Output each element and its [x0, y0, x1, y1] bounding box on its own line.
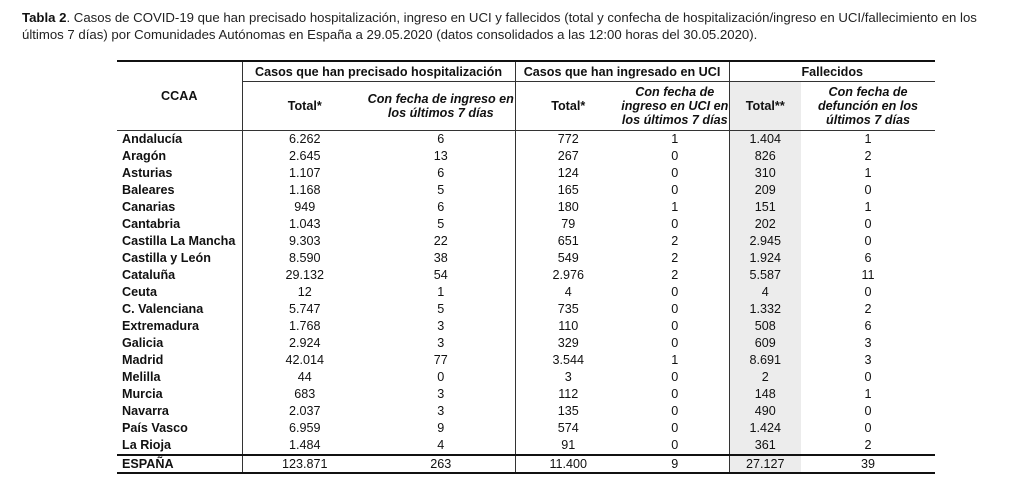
cell-hosp-total: 2.037	[242, 403, 367, 420]
cell-uci-total: 772	[515, 131, 621, 149]
cell-hosp-total: 123.871	[242, 455, 367, 473]
cell-fall-7d: 11	[861, 268, 875, 282]
header-hosp-total: Total*	[242, 82, 367, 131]
cell-fall-7d: 39	[801, 455, 935, 473]
cell-hosp-7d: 38	[433, 251, 448, 265]
cell-hosp-7d: 3	[437, 387, 445, 401]
cell-hosp-7d: 3	[437, 404, 445, 418]
cell-uci-total: 124	[515, 165, 621, 182]
table-row	[117, 369, 935, 386]
cell-hosp-total: 6.262	[242, 131, 367, 149]
cell-uci-7d: 1	[621, 131, 729, 149]
cell-hosp-total: 1.168	[242, 182, 367, 199]
cell-fall-total: 1.424	[729, 420, 801, 437]
cell-fall-7d: 2	[864, 149, 872, 163]
cell-fall-7d: 2	[864, 302, 872, 316]
cell-uci-total: 735	[515, 301, 621, 318]
cell-fall-total: 310	[729, 165, 801, 182]
table-row	[117, 250, 935, 267]
cell-fall-7d: 0	[864, 217, 872, 231]
cell-uci-7d: 0	[671, 404, 679, 418]
cell-uci-7d: 9	[621, 455, 729, 473]
cell-ccaa: Galicia	[122, 336, 164, 350]
cell-fall-total: 27.127	[729, 455, 801, 473]
cell-uci-7d: 1	[671, 200, 679, 214]
cell-uci-7d: 0	[671, 336, 679, 350]
cell-hosp-7d: 77	[433, 353, 448, 367]
table-row	[117, 335, 935, 352]
cell-hosp-total: 1.768	[242, 318, 367, 335]
cell-ccaa: Baleares	[122, 183, 175, 197]
table-row	[117, 165, 935, 182]
cell-ccaa: País Vasco	[122, 421, 188, 435]
cell-fall-total: 148	[729, 386, 801, 403]
caption-text: . Casos de COVID-19 que han precisado hospitalización, ingreso en UCI y fallecidos (total y confecha de hospitalización/ingreso en UCI/fallecimiento en los últimos 7 días) por Comunidades Autónomas en España a 29.05.2020 (datos consolidados a las 12:00 horas del 30.05.2020).	[22, 10, 977, 42]
cell-hosp-7d: 5	[437, 302, 445, 316]
cell-fall-7d: 6	[864, 251, 872, 265]
cell-ccaa: Cantabria	[122, 217, 181, 231]
cell-uci-total: 91	[515, 437, 621, 455]
cell-hosp-7d: 5	[437, 183, 445, 197]
cell-hosp-7d: 6	[437, 200, 445, 214]
cell-hosp-7d: 22	[433, 234, 448, 248]
cell-uci-total: 135	[515, 403, 621, 420]
cell-ccaa: Castilla La Mancha	[122, 234, 236, 248]
cell-fall-7d: 1	[864, 200, 872, 214]
cell-fall-7d: 3	[864, 353, 872, 367]
header-group-fallecidos: Fallecidos	[729, 61, 935, 82]
cell-fall-7d: 6	[864, 319, 872, 333]
cell-fall-7d: 0	[864, 183, 872, 197]
cell-uci-7d: 0	[671, 421, 679, 435]
cell-uci-7d: 0	[671, 319, 679, 333]
table-caption	[22, 9, 1012, 43]
cell-ccaa: Navarra	[122, 404, 169, 418]
table-row	[117, 182, 935, 199]
table-row	[117, 352, 935, 369]
table-row	[117, 216, 935, 233]
header-group-hospitalizacion: Casos que han precisado hospitalización	[242, 61, 515, 82]
table-row	[117, 420, 935, 437]
header-ccaa: CCAA	[117, 61, 242, 131]
cell-fall-7d: 1	[864, 387, 872, 401]
header-fall-7d: Con fecha de defunción en los últimos 7 días	[817, 85, 919, 127]
cell-fall-total: 1.332	[729, 301, 801, 318]
cell-hosp-total: 6.959	[242, 420, 367, 437]
cell-uci-total: 2.976	[515, 267, 621, 284]
cell-hosp-7d: 13	[433, 149, 448, 163]
cell-fall-7d: 0	[864, 285, 872, 299]
cell-uci-total: 79	[515, 216, 621, 233]
cell-hosp-7d: 1	[437, 285, 445, 299]
cell-hosp-7d: 54	[433, 268, 448, 282]
table-row	[117, 267, 935, 284]
table-row	[117, 148, 935, 165]
table-row	[117, 199, 935, 216]
cell-uci-total: 3	[515, 369, 621, 386]
cell-uci-7d: 0	[671, 217, 679, 231]
cell-hosp-total: 1.043	[242, 216, 367, 233]
cell-hosp-total: 683	[242, 386, 367, 403]
cell-hosp-7d: 3	[437, 319, 445, 333]
cell-ccaa: Murcia	[122, 387, 163, 401]
header-fall-total: Total**	[729, 82, 801, 131]
cell-ccaa: Canarias	[122, 200, 176, 214]
table-row	[117, 301, 935, 318]
cell-fall-7d: 0	[864, 404, 872, 418]
cell-hosp-total: 5.747	[242, 301, 367, 318]
cell-uci-7d: 1	[671, 353, 679, 367]
cell-hosp-total: 9.303	[242, 233, 367, 250]
cell-hosp-7d: 6	[437, 166, 445, 180]
cell-hosp-total: 2.924	[242, 335, 367, 352]
cell-hosp-total: 44	[242, 369, 367, 386]
cell-uci-7d: 0	[671, 149, 679, 163]
cell-fall-total: 209	[729, 182, 801, 199]
cell-ccaa: ESPAÑA	[117, 455, 242, 473]
cell-ccaa: Andalucía	[117, 131, 242, 149]
cell-hosp-7d: 5	[437, 217, 445, 231]
cell-fall-7d: 3	[864, 336, 872, 350]
table-row	[117, 403, 935, 420]
cell-uci-total: 549	[515, 250, 621, 267]
cell-hosp-total: 1.107	[242, 165, 367, 182]
cell-uci-total: 11.400	[515, 455, 621, 473]
cell-hosp-7d: 0	[437, 370, 445, 384]
cell-fall-7d: 0	[864, 370, 872, 384]
cell-hosp-total: 29.132	[242, 267, 367, 284]
cell-ccaa: La Rioja	[122, 438, 171, 452]
cell-uci-total: 267	[515, 148, 621, 165]
cell-fall-7d: 1	[801, 131, 935, 149]
cell-uci-total: 165	[515, 182, 621, 199]
cell-ccaa: C. Valenciana	[122, 302, 204, 316]
table-row	[117, 131, 935, 149]
cell-ccaa: Melilla	[122, 370, 161, 384]
cell-fall-total: 2	[729, 369, 801, 386]
cell-uci-7d: 0	[671, 370, 679, 384]
cell-fall-total: 1.924	[729, 250, 801, 267]
cell-fall-total: 2.945	[729, 233, 801, 250]
cell-fall-total: 202	[729, 216, 801, 233]
header-uci-total: Total*	[515, 82, 621, 131]
cell-uci-7d: 0	[671, 387, 679, 401]
table-row	[117, 437, 935, 455]
header-group-uci: Casos que han ingresado en UCI	[515, 61, 729, 82]
cell-hosp-7d: 3	[437, 336, 445, 350]
cell-fall-total: 508	[729, 318, 801, 335]
cell-ccaa: Extremadura	[122, 319, 199, 333]
cell-uci-7d: 0	[671, 285, 679, 299]
cell-uci-total: 110	[515, 318, 621, 335]
cell-uci-total: 651	[515, 233, 621, 250]
table-row	[117, 386, 935, 403]
cell-fall-total: 5.587	[729, 267, 801, 284]
cell-uci-7d: 2	[671, 234, 679, 248]
cell-ccaa: Asturias	[122, 166, 173, 180]
cell-ccaa: Ceuta	[122, 285, 157, 299]
cell-fall-7d: 0	[864, 421, 872, 435]
cell-uci-total: 3.544	[515, 352, 621, 369]
table-row	[117, 233, 935, 250]
cell-hosp-total: 42.014	[242, 352, 367, 369]
header-hosp-7d: Con fecha de ingreso en los últimos 7 días	[367, 92, 514, 120]
caption-label: Tabla 2	[22, 10, 67, 25]
cell-uci-7d: 0	[671, 438, 679, 452]
cell-uci-total: 4	[515, 284, 621, 301]
cell-uci-total: 574	[515, 420, 621, 437]
cell-uci-total: 112	[515, 386, 621, 403]
cell-uci-7d: 0	[671, 183, 679, 197]
cell-uci-7d: 2	[671, 268, 679, 282]
cell-hosp-total: 2.645	[242, 148, 367, 165]
total-row	[117, 455, 935, 473]
cell-ccaa: Madrid	[122, 353, 164, 367]
cell-uci-7d: 2	[671, 251, 679, 265]
cell-ccaa: Cataluña	[122, 268, 176, 282]
cell-fall-total: 490	[729, 403, 801, 420]
cell-hosp-7d: 9	[437, 421, 445, 435]
cell-fall-total: 151	[729, 199, 801, 216]
cell-hosp-7d: 263	[367, 455, 515, 473]
cell-hosp-total: 12	[242, 284, 367, 301]
cell-fall-total: 361	[729, 437, 801, 455]
cell-hosp-total: 1.484	[242, 437, 367, 455]
table-body	[117, 131, 935, 474]
cell-uci-total: 329	[515, 335, 621, 352]
cell-hosp-7d: 6	[367, 131, 515, 149]
table-row	[117, 284, 935, 301]
cell-fall-total: 1.404	[729, 131, 801, 149]
cell-fall-total: 826	[729, 148, 801, 165]
cell-fall-total: 609	[729, 335, 801, 352]
header-uci-7d: Con fecha de ingreso en UCI en los últimos 7 días	[621, 85, 729, 127]
cell-hosp-7d: 4	[437, 438, 445, 452]
cell-fall-7d: 0	[864, 234, 872, 248]
cell-hosp-total: 8.590	[242, 250, 367, 267]
cell-ccaa: Aragón	[122, 149, 167, 163]
cell-ccaa: Castilla y León	[122, 251, 211, 265]
covid-hospitalization-table	[117, 60, 935, 474]
cell-fall-total: 8.691	[729, 352, 801, 369]
cell-uci-total: 180	[515, 199, 621, 216]
cell-fall-7d: 1	[864, 166, 872, 180]
cell-uci-7d: 0	[671, 166, 679, 180]
cell-fall-7d: 2	[864, 438, 872, 452]
cell-uci-7d: 0	[671, 302, 679, 316]
cell-fall-total: 4	[729, 284, 801, 301]
cell-hosp-total: 949	[242, 199, 367, 216]
table-row	[117, 318, 935, 335]
